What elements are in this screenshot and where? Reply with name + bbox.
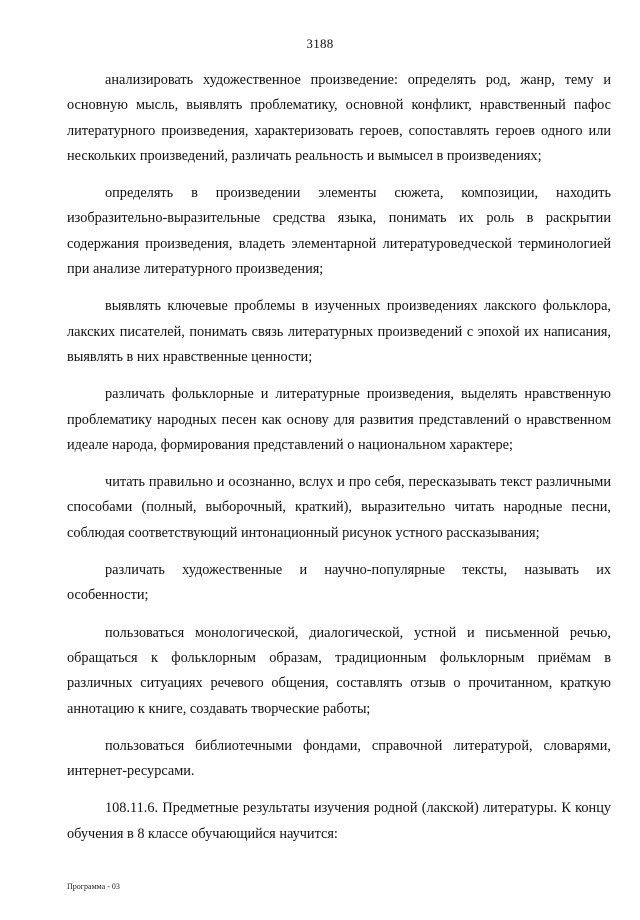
page-number: 3188 — [306, 36, 334, 51]
paragraph-text-types: различать художественные и научно-популярные тексты, называть их особенности; — [67, 562, 611, 604]
paragraph-section-108-11-6: 108.11.6. Предметные результаты изучения родной (лакской) литературы. К концу обучения в 8 классе обучающийся научится: — [67, 800, 611, 842]
paragraph-library-resources: пользоваться библиотечными фондами, справочной литературой, словарями, интернет-ресурсами. — [67, 737, 611, 780]
document-body — [67, 68, 611, 847]
paragraph-folklore-vs-literature: различать фольклорные и литературные произведения, выделять нравственную проблематику народных песен как основу для развития представлений о нравственном идеале народа, формирования представлений о национальном характере; — [67, 386, 611, 453]
footer-label: Программа - 03 — [67, 882, 120, 891]
paragraph-reading-retelling: читать правильно и осознанно, вслух и про себя, пересказывать текст различными способами (полный, выборочный, краткий), выразительно читать народные песни, соблюдая соответствующий интонационный рисунок устного рассказывания; — [67, 474, 611, 541]
paragraph-speech-skills: пользоваться монологической, диалогической, устной и письменной речью, обращаться к фольклорным образам, традиционным фольклорным приёмам в различных ситуациях речевого общения, составлять отзыв о прочитанном, краткую аннотацию к книге, создавать творческие работы; — [67, 624, 611, 717]
paragraph-key-problems: выявлять ключевые проблемы в изученных произведениях лакского фольклора, лакских писателей, понимать связь литературных произведений с эпохой их написания, выявлять в них нравственные ценности; — [67, 298, 611, 365]
paragraph-analyze-work: анализировать художественное произведение: определять род, жанр, тему и основную мысль, выявлять проблематику, основной конфликт, нравственный пафос литературного произведения, характеризовать героев, сопоставлять героев одного или нескольких произведений, различать реальность и вымысел в произведениях; — [67, 72, 611, 164]
paragraph-plot-elements: определять в произведении элементы сюжета, композиции, находить изобразительно-выразительные средства языка, понимать их роль в раскрытии содержания произведения, владеть элементарной литературоведческой терминологией при анализе литературного произведения; — [67, 185, 611, 278]
